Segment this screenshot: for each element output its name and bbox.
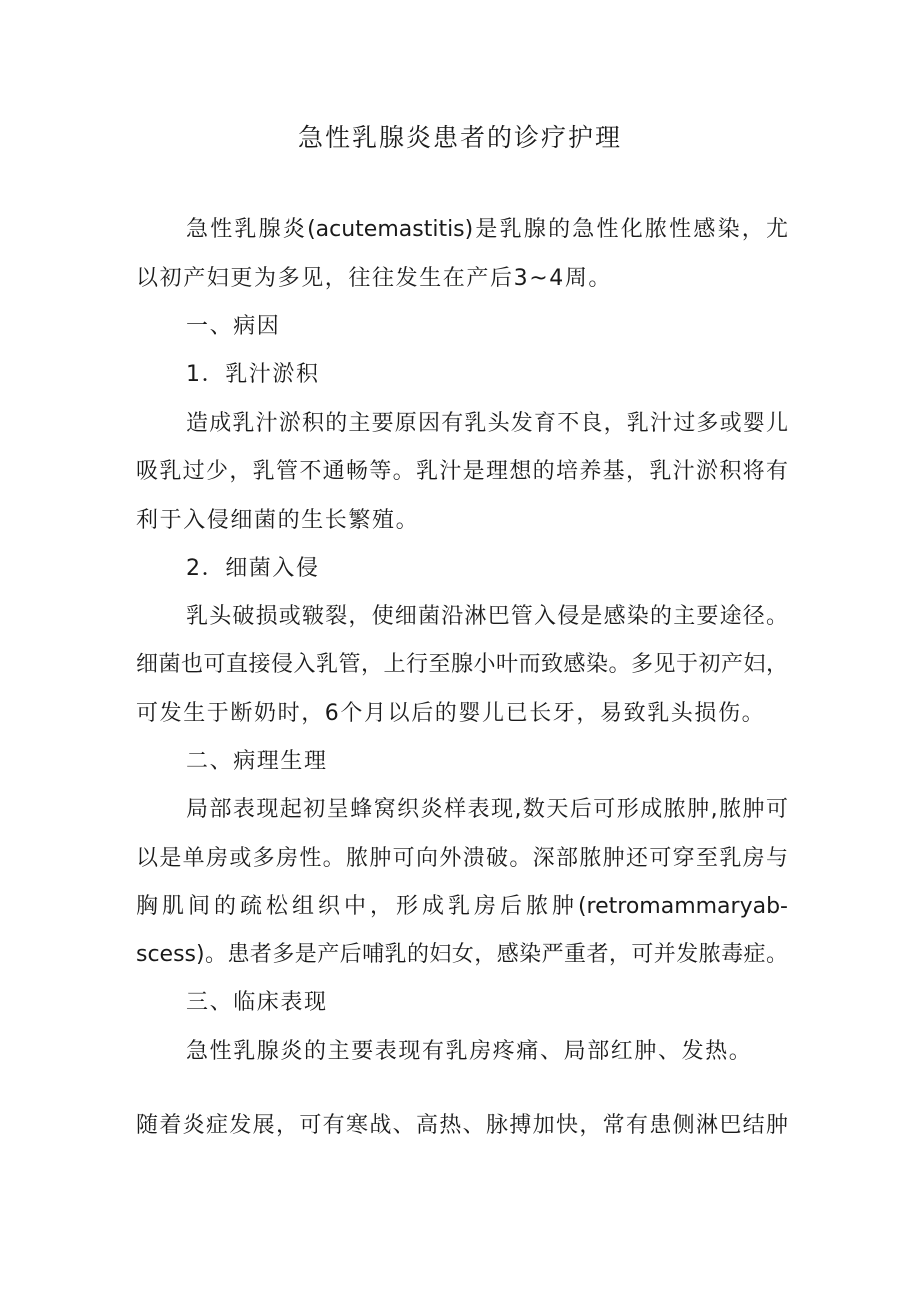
paragraph-line: 急性乳腺炎的主要表现有乳房疼痛、局部红肿、发热。 [186,1039,753,1064]
paragraph-line: 以初产妇更为多见，往往发生在产后3~4周。 [136,266,613,291]
paragraph-line: scess)。患者多是产后哺乳的妇女，感染严重者，可并发脓毒症。 [136,942,788,967]
paragraph-line: 以是单房或多房性。脓肿可向外溃破。深部脓肿还可穿至乳房与 [136,846,788,871]
section-heading: 二、病理生理 [186,749,328,774]
paragraph-line: 利于入侵细菌的生长繁殖。 [136,508,420,533]
paragraph-line: 急性乳腺炎(acutemastitis)是乳腺的急性化脓性感染，尤 [186,217,788,242]
paragraph-line: 造成乳汁淤积的主要原因有乳头发育不良，乳汁过多或婴儿 [186,411,788,436]
paragraph-line: 随着炎症发展，可有寒战、高热、脉搏加快，常有患侧淋巴结肿 [136,1113,788,1138]
subsection-heading: 1．乳汁淤积 [186,362,320,387]
paragraph-line: 可发生于断奶时，6个月以后的婴儿已长牙，易致乳头损伤。 [136,701,766,726]
paragraph-line: 乳头破损或皲裂，使细菌沿淋巴管入侵是感染的主要途径。 [186,604,788,629]
section-heading: 三、临床表现 [186,990,328,1015]
paragraph-line: 吸乳过少，乳管不通畅等。乳汁是理想的培养基，乳汁淤积将有 [136,459,788,484]
subsection-heading: 2．细菌入侵 [186,556,320,581]
paragraph-line: 局部表现起初呈蜂窝织炎样表现,数天后可形成脓肿,脓肿可 [186,797,788,822]
document-title: 急性乳腺炎患者的诊疗护理 [297,123,622,152]
section-heading: 一、病因 [186,314,281,339]
paragraph-line: 细菌也可直接侵入乳管，上行至腺小叶而致感染。多见于初产妇， [136,652,788,677]
paragraph-line: 胸肌间的疏松组织中，形成乳房后脓肿(retromammaryab- [136,894,788,919]
